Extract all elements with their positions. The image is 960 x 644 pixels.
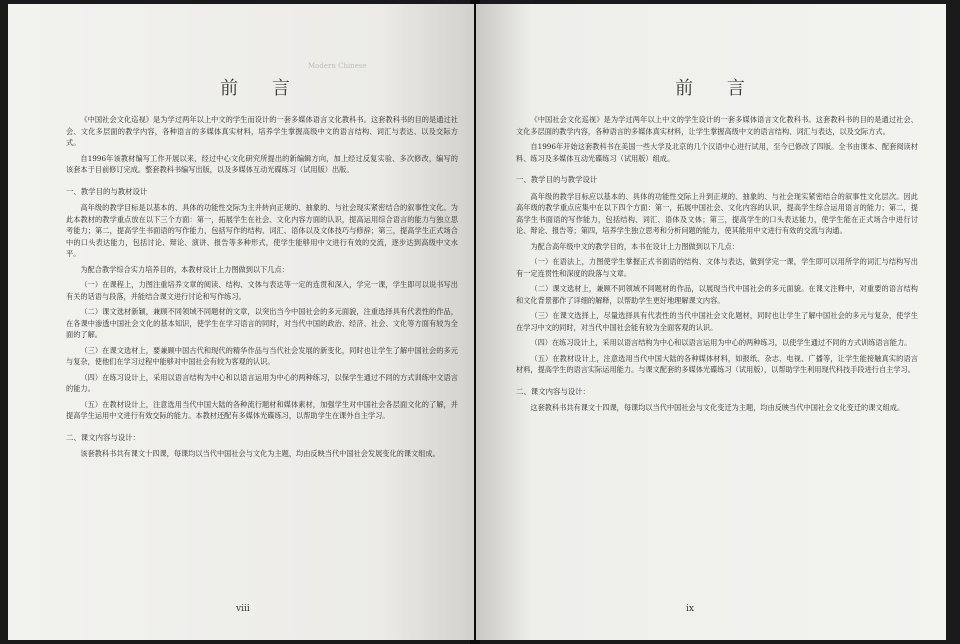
- body-paragraph: 为配合高年级中文的教学目的，本书在设计上力图做到以下几点：: [530, 241, 739, 251]
- body-paragraph: 这套教科书共有课文十四课，每课均以当代中国社会与文化变迁为主题，均由反映当代中国社会文化变迁的课文组成。: [530, 403, 905, 412]
- body-paragraph: （三）在课文选材上，要兼顾中国古代和现代的精华作品与当代社会发展的新变化，同时也让学生了解中国社会的多元与复杂，使他们在学习过程中能够对中国社会有较为客观的认识。: [66, 345, 458, 366]
- section-heading: 一、教学目的与教学设计: [516, 175, 598, 184]
- body-paragraph: （五）在教材设计上，注意选用当代中国大陆的各种流行题材和媒体素材，加强学生对中国社会各层面文化的了解，并提高学生运用中文进行有效交际的能力。本教材还配有多媒体光碟练习，以帮助学生在课外自主学习。: [66, 399, 458, 420]
- body-paragraph: （二）课文选材新颖，兼顾不同领域不同题材的文章，以突出当今中国社会的多元面貌，注重选择具有代表性的作品，在各课中渗透中国社会文化的基本知识，使学生在学习语言的同时，对当代中国的政治、经济、社会、文化等方面有较为全面的了解。: [66, 307, 458, 339]
- body-paragraph: 该套教科书共有课文十四课，每课均以当代中国社会与文化为主题，均由反映当代中国社会发展变化的课文组成。: [80, 449, 440, 458]
- body-paragraph: 高年级的教学目标是以基本的、具体的功能性交际为主并转向正规的、抽象的、与社会现实紧密结合的叙事性文化。为此本教材的教学重点放在以下三个方面：第一，拓展学生在社会、文化内容方面的认识，提高运用综合语言的能力与独立思考能力；第二，提高学生书面语的写作能力，包括写作的结构、词汇、语体以及文体技巧与修辞；第三，提高学生正式场合中的口头表达能力，包括讨论、辩论、演讲、报告等多种形式，使学生能够用中文进行有效的交流，逐步达到高级中文水平。: [66, 203, 458, 258]
- body-paragraph: （五）在教材设计上，注意选用当代中国大陆的各种媒体材料，如报纸、杂志、电视、广播等，让学生能接触真实的语言材料，提高学生的语言实际运用能力。与课文配套的多媒体光碟练习（试用版），以帮助学生利用现代科技手段进行自主学习。: [516, 353, 918, 374]
- body-paragraph: 高年级的教学目标应以基本的、具体的功能性交际上升到正规的、抽象的、与社会现实紧密结合的叙事性文化层次。因此高年级的教学重点应集中在以下四个方面：第一，拓展中国社会、文化内容的认识，提高学生综合运用语言的能力；第二，提高学生书面语的写作能力，包括结构、词汇、语体及文体；第三，提高学生的口头表达能力，使学生能在正式场合中进行讨论、辩论、报告等；第四，培养学生独立思考和分析问题的能力，使其能用中文进行有效的交流与沟通。: [516, 191, 918, 235]
- body-paragraph: （二）课文选材上，兼顾不同领域不同题材的作品，以展现当代中国社会的多元面貌。在课文注释中，对重要的语言结构和文化背景都作了详细的解释，以帮助学生更好地理解课文内容。: [516, 284, 918, 305]
- section-heading: 二、课文内容与设计：: [66, 432, 140, 442]
- intro-paragraph: 自1996年该教材编写工作开展以来，经过中心文化研究所提出的新编辑方向，加上经过反复实验、多次修改，编写的该套本于目前修订完成。整套教科书编写出版，以及多媒体互动光碟练习（试用版）出版。: [66, 153, 458, 174]
- intro-paragraph: 《中国社会文化巡视》是为学过两年以上中文的学生而设计的一套多媒体语言文化教科书。这套教科书的目的是通过社会、文化多层面的教学内容，各种语言的多媒体真实材料，培养学生掌握高级中文的语言结构、词汇与表达、以及交际方式。: [66, 115, 458, 147]
- page-number: viii: [236, 604, 250, 614]
- body-paragraph: （一）在语法上，力图使学生掌握正式书面语的结构、文体与表达，做到学完一课，学生即可以用所学的词汇与结构写出有一定连贯性和深度的段落与文章。: [516, 257, 918, 278]
- section-heading: 一、教学目的与教材设计: [66, 186, 148, 196]
- body-paragraph: （四）在练习设计上，采用以语言结构为中心和以语言运用为中心的两种练习，以保学生通过不同的方式训练中文语言的能力。: [66, 372, 458, 393]
- intro-paragraph: 《中国社会文化巡视》是为学过两年以上中文的学生设计的一套多媒体语言文化教科书。这套教科书的目的是通过社会、文化多层面的教学内容，各种语言的多媒体真实材料，让学生掌握高级中文的语言结构、词汇与表达，以及交际方式。: [516, 115, 918, 136]
- right-page: [476, 4, 946, 640]
- page-title: 前 言: [220, 78, 304, 99]
- page-number: ix: [686, 604, 694, 614]
- intro-paragraph: 自1996年开始这套教科书在美国一些大学及北京的几个汉语中心进行试用，至今已修改了四版。全书由课本、配套阅读材料、练习及多媒体互动光碟练习（试用版）组成。: [516, 142, 918, 163]
- body-paragraph: 为配合教学综合实力培养目的，本教材设计上力图做到以下几点：: [80, 264, 289, 274]
- bleed-through-text: Modern Chinese: [308, 62, 367, 70]
- body-paragraph: （三）在课文选择上，尽量选择具有代表性的当代中国社会文化题材，同时也让学生了解中国社会的多元与复杂，使学生在学习中文的同时，对当代中国社会能有较为全面客观的认识。: [516, 311, 918, 332]
- body-paragraph: （一）在课程上，力图注重培养文章的阅读、结构、文体与表达等一定的连贯和深入，学完一课，学生即可以说书写出有关的话语与段落，并能结合课文进行讨论和写作练习。: [66, 280, 458, 301]
- page-title: 前 言: [675, 78, 759, 99]
- left-page: [8, 4, 474, 640]
- section-heading: 二、课文内容与设计：: [516, 386, 590, 396]
- body-paragraph: （四）在练习设计上，采用以语言结构为中心和以语言运用为中心的两种练习，以使学生通过不同的方式训练语言能力。: [530, 338, 912, 347]
